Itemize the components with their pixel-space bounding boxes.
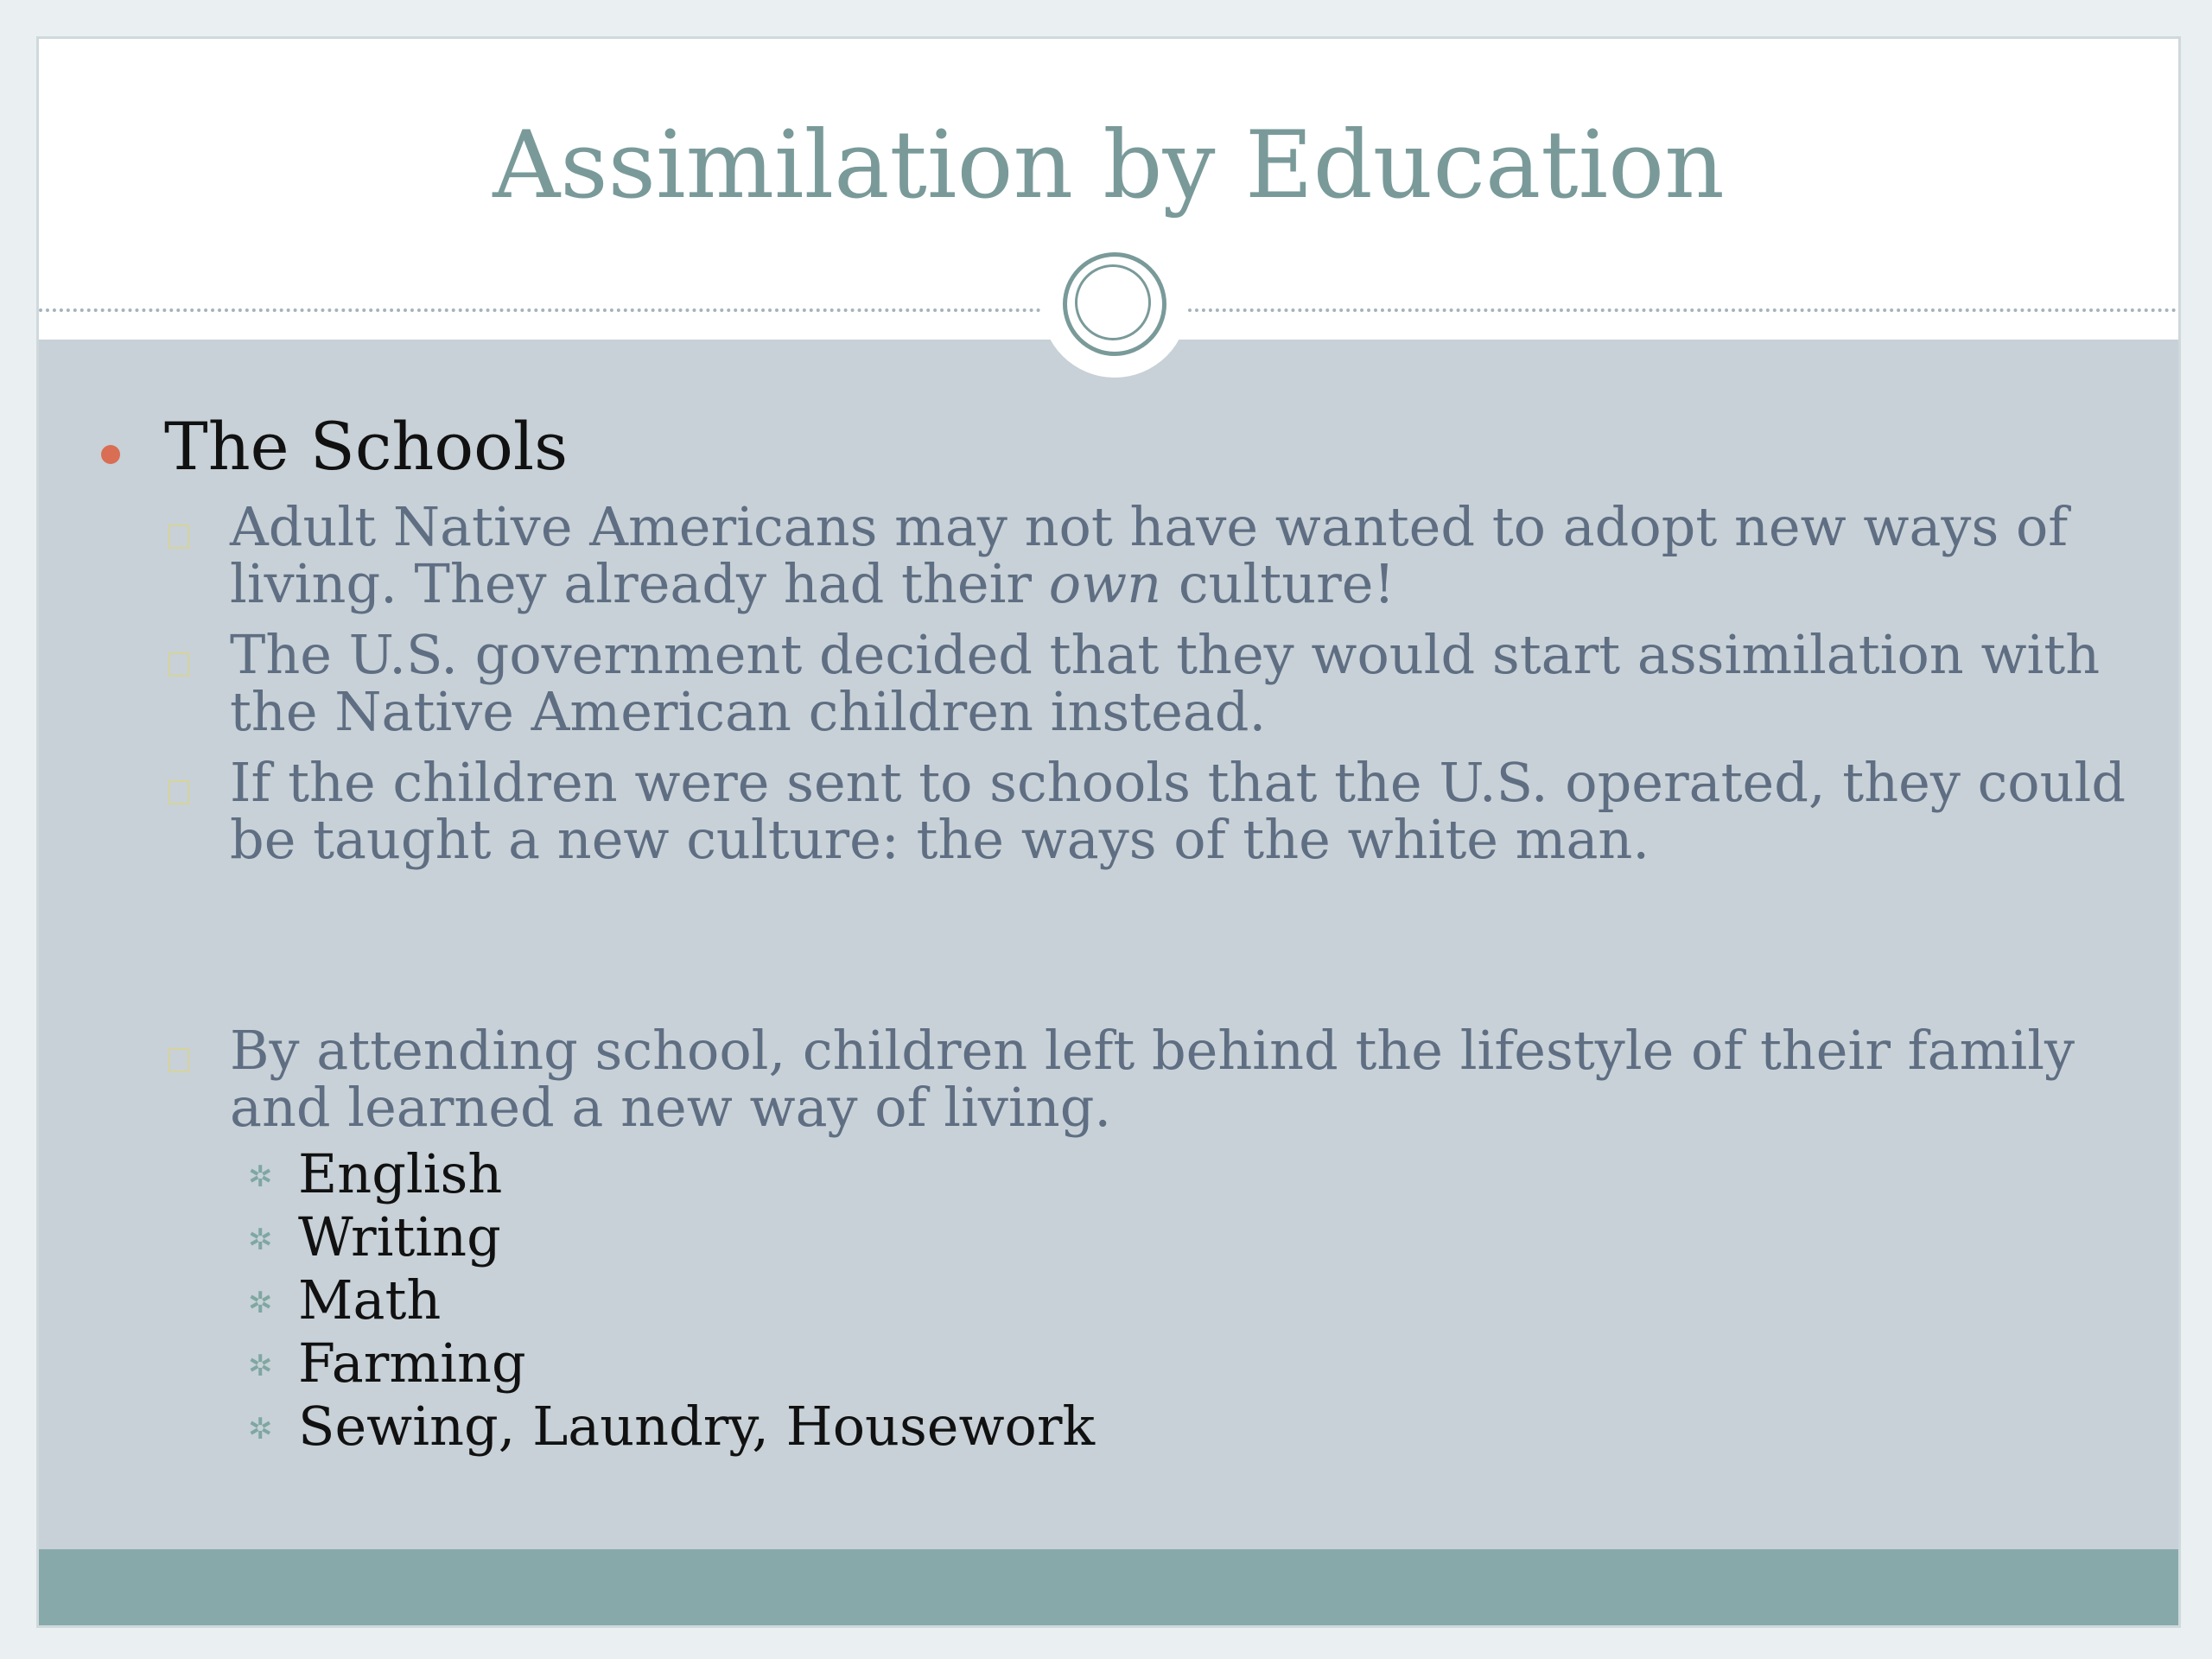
star-bullet-icon: ✲ <box>248 1349 273 1383</box>
subject-item: Writing <box>298 1205 501 1268</box>
circle-ornament-icon <box>1041 231 1188 378</box>
bullet-3: If the children were sent to schools that the U.S. operated, they could be taught a new culture: the ways of the white man. <box>230 751 2126 871</box>
star-bullet-icon: ✲ <box>248 1286 273 1320</box>
bullet-dot-icon <box>101 445 120 464</box>
subject-item: Math <box>298 1268 442 1332</box>
circle-ornament-inner <box>1075 264 1151 340</box>
square-bullet-icon <box>168 524 189 549</box>
slide-title: Assimilation by Education <box>493 111 1725 219</box>
square-bullet-icon <box>168 1048 189 1072</box>
star-bullet-icon: ✲ <box>248 1412 273 1446</box>
square-bullet-icon <box>168 652 189 677</box>
bullet-1-emphasis: own <box>1048 552 1162 615</box>
bullet-4: By attending school, children left behind the lifestyle of their family and learned a new way of living. <box>230 1019 2075 1139</box>
section-heading: The Schools <box>164 408 569 485</box>
subject-item: Farming <box>298 1332 526 1395</box>
subject-item: English <box>298 1142 503 1205</box>
star-bullet-icon: ✲ <box>248 1223 273 1257</box>
subject-item: Sewing, Laundry, Housework <box>298 1395 1096 1458</box>
footer-bar <box>39 1549 2178 1625</box>
bullet-1-tail: culture! <box>1161 552 1395 615</box>
square-bullet-icon <box>168 780 189 804</box>
star-bullet-icon: ✲ <box>248 1160 273 1194</box>
divider-left <box>39 308 1041 312</box>
bullet-1-text: Adult Native Americans may not have wanted to adopt new ways of living. They already had their <box>230 495 2069 615</box>
slide <box>36 36 2181 1628</box>
bullet-1 <box>230 495 2165 615</box>
bullet-2: The U.S. government decided that they would start assimilation with the Native American children instead. <box>230 623 2101 743</box>
circle-ornament-outer <box>1063 252 1166 356</box>
divider-right <box>1188 308 2181 312</box>
